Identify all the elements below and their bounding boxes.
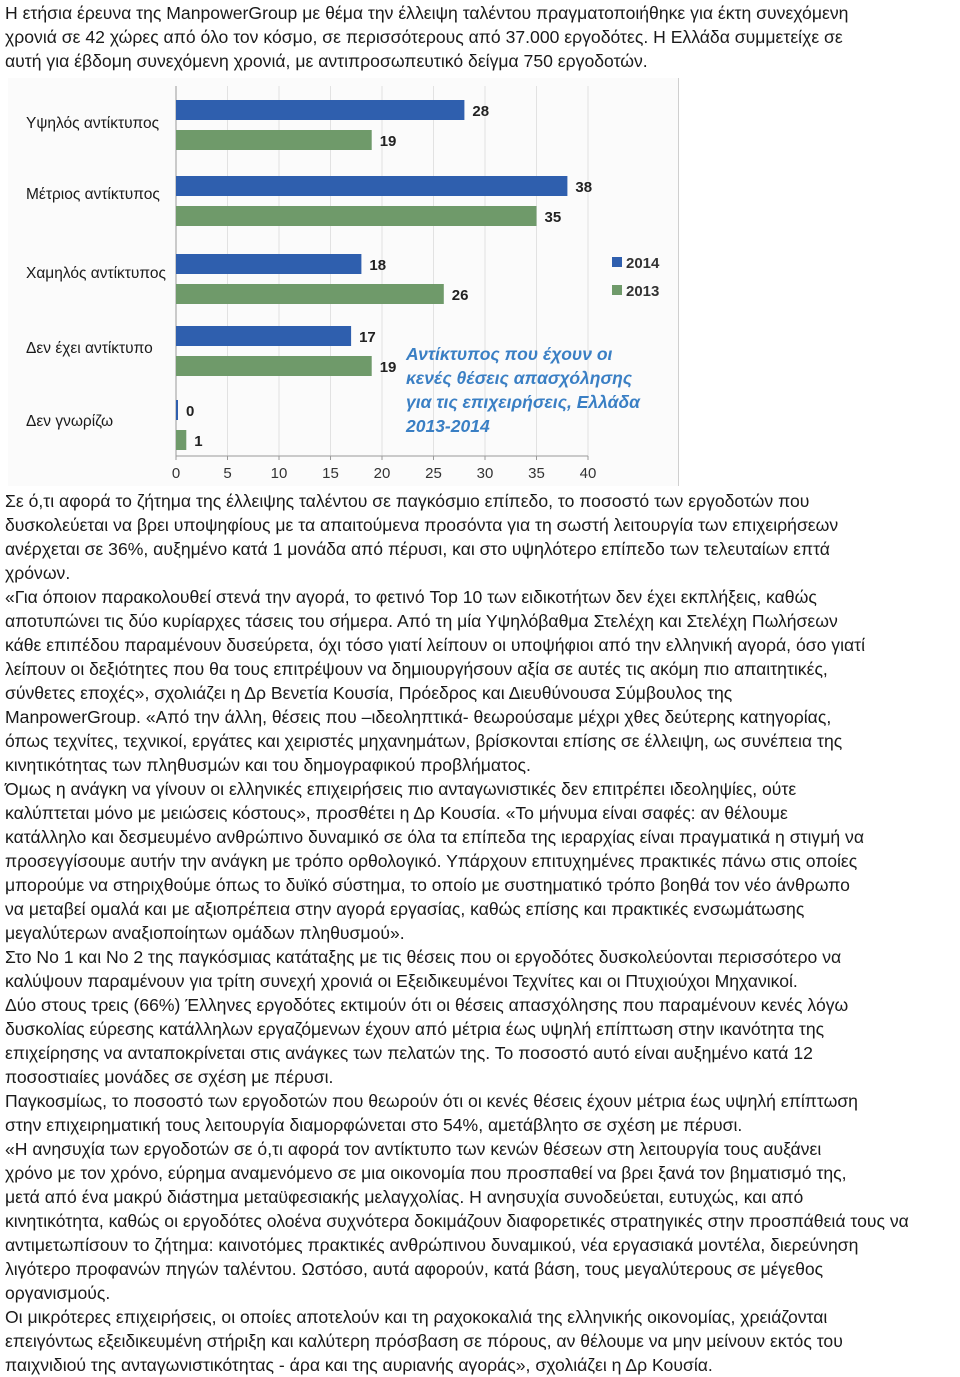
bar-2013 [176,284,444,304]
body-line: μεγαλύτερων αναξιοποίητων ομάδων πληθυσμού». [5,923,405,943]
bar-2014 [176,100,464,120]
intro-line: αυτή για έβδομη συνεχόμενη χρονιά, με αντιπροσωπευτικό δείγμα 750 εργοδοτών. [5,51,648,71]
data-label-2014: 38 [575,179,593,196]
x-tick-label: 0 [171,465,181,482]
body-line: κάθε επιπέδου παραμένουν δυσεύρετα, όχι τόσο γιατί λείπουν οι υποψήφιοι από την ελληνική αγορά, όσο γιατί [5,635,866,655]
category-label: Μέτριος αντίκτυπος [26,186,160,203]
chart-title-line: Αντίκτυπος που έχουν οι [406,344,613,364]
chart-title-line: κενές θέσεις απασχόλησης [406,368,633,388]
body-line: «Για όποιον παρακολουθεί στενά την αγορά, το φετινό Top 10 των ειδικοτήτων δεν έχει εκπλήξεις, καθώς [5,587,817,607]
bar-2014 [176,400,178,420]
body-line: καλύψουν παραμένουν για τρίτη συνεχή χρονιά οι Εξειδικευμένοι Τεχνίτες και οι Πτυχιούχοι Μηχανικοί. [5,971,798,991]
body-line: χρόνων. [5,563,71,583]
x-tick-label: 15 [322,465,339,482]
data-label-2013: 19 [379,359,397,376]
intro-line: Η ετήσια έρευνα της ManpowerGroup με θέμα την έλλειψη ταλέντου πραγματοποιήθηκε για έκτη συνεχόμενη [5,3,849,23]
body-line: στην επιχειρηματική τους λειτουργία διαμορφώνεται στο 54%, αμετάβλητο σε σχέση με πέρυσι. [5,1115,743,1135]
body-line: «Η ανησυχία των εργοδοτών σε ό,τι αφορά τον αντίκτυπο των κενών θέσεων στη λειτουργία τους αυξάνει [5,1139,822,1159]
data-label-2013: 26 [451,287,469,304]
body-line: Οι μικρότερες επιχειρήσεις, οι οποίες αποτελούν και τη ραχοκοκαλιά της ελληνικής οικονομίας, χρειάζονται [5,1307,828,1327]
chart-title-line: για τις επιχειρήσεις, Ελλάδα [406,392,640,412]
data-label-2014: 18 [369,257,387,274]
legend-swatch [612,257,622,267]
bar-2013 [176,356,372,376]
body-line: ποσοστιαίες μονάδες σε σχέση με πέρυσι. [5,1067,334,1087]
data-label-2014: 17 [359,329,376,346]
bar-2014 [176,254,361,274]
body-line: ανέρχεται σε 36%, αυξημένο κατά 1 μονάδα από πέρυσι, και στο υψηλότερο επίπεδο των τελευταίων επτά [5,539,830,559]
x-tick-label: 25 [425,465,442,482]
body-line: μετά από ένα μακρύ διάστημα μεταϋφεσιακής μελαγχολίας. Η ανησυχία συνοδεύεται, ευτυχώς, και από [5,1187,804,1207]
body-line: κατάλληλο και δεσμευμένο ανθρώπινο δυναμικό σε όλα τα επίπεδα της ιεραρχίας είναι πραγματικά η στιγμή να [5,827,865,847]
body-line: κινητικότητα, καθώς οι εργοδότες ολοένα συχνότερα δοκιμάζουν διαφορετικές στρατηγικές στην προσπάθειά τους να [5,1211,909,1231]
body-line: χρόνο με τον χρόνο, εύρημα αναμενόμενο σε μια οικονομία που προσπαθεί να βρει ξανά τον βηματισμό της, [5,1163,847,1183]
x-tick-label: 40 [579,465,597,482]
article-body [5,489,957,1377]
body-line: προσεγγίσουμε αυτήν την ανάγκη με τρόπο ορθολογικό. Υπάρχουν επιτυχημένες πρακτικές πάνω στις οποίες [5,851,858,871]
x-tick-label: 5 [223,465,232,482]
body-line: επειγόντως εξειδικευμένη στήριξη και καλύτερη πρόσβαση σε πόρους, αν θέλουμε να μην μείνουν εκτός του [5,1331,843,1351]
body-line: Στο Νο 1 και Νο 2 της παγκόσμιας κατάταξης με τις θέσεις που οι εργοδότες δυσκολεύονται περισσότερο να [5,947,842,967]
bar-2013 [176,206,537,226]
body-line: δυσκολεύεται να βρει υποψηφίους με τα απαιτούμενα προσόντα για τη σωστή λειτουργία των επιχειρήσεων [5,515,839,535]
x-tick-label: 30 [476,465,494,482]
bar-2013 [176,430,186,450]
category-label: Δεν γνωρίζω [26,413,114,430]
body-line: οργανισμούς. [5,1283,111,1303]
body-line: Παγκοσμίως, το ποσοστό των εργοδοτών που θεωρούν ότι οι κενές θέσεις έχουν μέτρια έως υψηλή επίπτωση [5,1091,858,1111]
body-line: σύνθετες εποχές», σχολιάζει η Δρ Βενετία Κουσία, Πρόεδρος και Διευθύνουσα Σύμβουλος της [5,683,733,703]
data-label-2013: 19 [379,133,397,150]
data-label-2014: 0 [186,403,195,420]
legend-label: 2013 [626,283,660,300]
chart-svg [8,78,678,486]
body-line: λιγότερο προφανών πηγών ταλέντου. Ωστόσο, αυτά αφορούν, κατά βάση, τους μεγαλύτερους σε μέγεθος [5,1259,824,1279]
body-line: αντιμετωπίσουν το ζήτημα: καινοτόμες πρακτικές ανθρώπινου δυναμικού, νέα εργασιακά μοντέλα, διερεύνηση [5,1235,859,1255]
data-label-2014: 28 [472,103,490,120]
intro-paragraph [5,1,957,73]
x-tick-label: 35 [528,465,545,482]
body-line: επιχείρησης να ανταποκρίνεται στις ανάγκες των πελατών της. Το ποσοστό αυτό είναι αυξημένο κατά 12 [5,1043,813,1063]
bar-2014 [176,326,351,346]
body-line: Σε ό,τι αφορά το ζήτημα της έλλειψης ταλέντου σε παγκόσμιο επίπεδο, το ποσοστό των εργοδοτών που [5,491,810,511]
body-line: κινητικότητας των πληθυσμών και του δημογραφικού προβλήματος. [5,755,531,775]
body-line: να μεταβεί ομαλά και με αξιοπρέπεια στην αγορά εργασίας, καθώς επίσης και πρακτικές ενσωμάτωσης [5,899,805,919]
x-tick-label: 10 [270,465,288,482]
body-line: Όμως η ανάγκη να γίνουν οι ελληνικές επιχειρήσεις πιο ανταγωνιστικές δεν επιτρέπει ιδεοληψίες, ούτε [5,779,797,799]
body-line: Δύο στους τρεις (66%) Έλληνες εργοδότες εκτιμούν ότι οι θέσεις απασχόλησης που παραμένουν κενές λόγω [5,995,849,1015]
legend-swatch [612,285,622,295]
data-label-2013: 35 [544,209,562,226]
body-line: παιχνιδιού της ανταγωνιστικότητας - άρα και της αυριανής αγοράς», σχολιάζει η Δρ Κουσία. [5,1355,713,1375]
category-label: Δεν έχει αντίκτυπο [26,340,153,357]
category-label: Χαμηλός αντίκτυπος [26,265,166,282]
bar-2014 [176,176,567,196]
bar-2013 [176,130,372,150]
x-tick-label: 20 [373,465,391,482]
body-line: ManpowerGroup. «Από την άλλη, θέσεις που –ιδεοληπτικά- θεωρούσαμε μέχρι χθες δεύτερης κατηγορίας, [5,707,832,727]
legend-label: 2014 [626,255,660,272]
body-line: λείπουν οι δεξιότητες που θα τους επιτρέψουν να δημιουργήσουν αξία σε αυτές τις ακόμη πιο απαιτητικές, [5,659,828,679]
category-label: Υψηλός αντίκτυπος [26,115,160,132]
body-line: καλύπτεται μόνο με μειώσεις κόστους», προσθέτει η Δρ Κουσία. «Το μήνυμα είναι σαφές: αν θέλουμε [5,803,788,823]
data-label-2013: 1 [194,433,203,450]
chart-title-line: 2013-2014 [406,416,490,436]
body-line: δυσκολίας εύρεσης κατάλληλων εργαζόμενων έχουν από μέτρια έως υψηλή επίπτωση στην ικανότητα της [5,1019,825,1039]
impact-bar-chart [8,78,679,486]
body-line: μπορούμε να στηριχθούμε όπως το δυϊκό σύστημα, το οποίο με συστηματικό τρόπο βοηθά τον νέο άνθρωπο [5,875,850,895]
body-line: αποτυπώνει τις δύο κυρίαρχες τάσεις του σήμερα. Από τη μία Υψηλόβαθμα Στελέχη και Στελέχη Πωλήσεων [5,611,838,631]
intro-line: χρονιά σε 42 χώρες από όλο τον κόσμο, σε περισσότερους από 37.000 εργοδότες. Η Ελλάδα συμμετείχε σε [5,27,843,47]
body-line: όπως τεχνίτες, τεχνικοί, εργάτες και χειριστές μηχανημάτων, βρίσκονται επίσης σε έλλειψη, ως συνέπεια της [5,731,843,751]
